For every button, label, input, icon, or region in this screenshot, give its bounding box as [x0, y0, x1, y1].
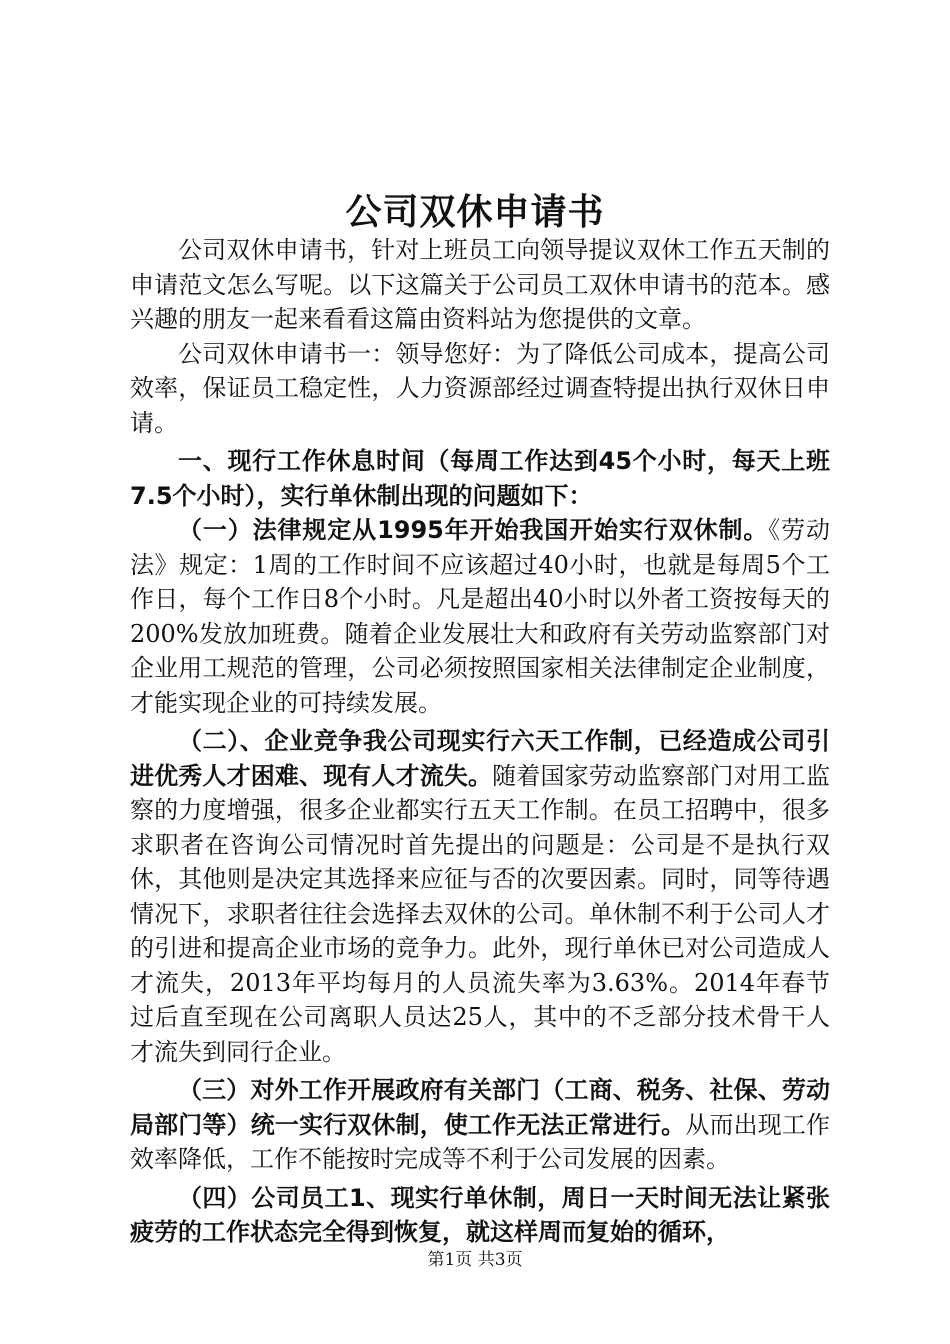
paragraph-text: 公司双休申请书一：领导您好：为了降低公司成本，提高公司效率，保证员工稳定性，人力资源部经过调查特提出执行双休日申请。 [130, 339, 830, 437]
paragraph-employees [130, 1181, 830, 1250]
paragraph-text: 《劳动法》规定：1周的工作时间不应该超过40小时，也就是每周5个工作日，每个工作日8个小时。凡是超出40小时以外者工资按每天的200%发放加班费。随着企业发展壮大和政府有关劳动监察部门对企业用工规范的管理，公司必须按照国家相关法律制定企业制度，才能实现企业的可持续发展。 [130, 516, 831, 717]
section-heading: 一、现行工作休息时间（每周工作达到45个小时，每天上班7.5个小时），实行单休制出现的问题如下： [130, 447, 830, 510]
paragraph-heading: （四）公司员工1、现实行单休制，周日一天时间无法让紧张疲劳的工作状态完全得到恢复，就这样周而复始的循环， [130, 1183, 830, 1246]
document-body [130, 233, 830, 1250]
paragraph-law [130, 513, 830, 720]
paragraph-text: 随着国家劳动监察部门对用工监察的力度增强，很多企业都实行五天工作制。在员工招聘中，很多求职者在咨询公司情况时首先提出的问题是：公司是不是执行双休，其他则是决定其选择来应征与否的次要因素。同时，同等待遇情况下，求职者往往会选择去双休的公司。单休制不利于公司人才的引进和提高企业市场的竞争力。此外，现行单休已对公司造成人才流失，2013年平均每月的人员流失率为3.63%。2014年春节过后直至现在公司离职人员达25人，其中的不乏部分技术骨干人才流失到同行企业。 [130, 761, 831, 1066]
paragraph-heading: （二）、企业竞争我公司现实行六天工作制，已经造成公司引进优秀人才困难、现有人才流失。 [130, 727, 830, 790]
paragraph-intro [130, 233, 830, 337]
section-heading-one [130, 444, 830, 513]
page-footer: 第1页 共3页 [427, 1250, 523, 1270]
paragraph-text: 从而出现工作效率降低，工作不能按时完成等不利于公司发展的因素。 [130, 1110, 831, 1173]
paragraph-competition [130, 724, 830, 1069]
paragraph-external-work [130, 1073, 830, 1177]
paragraph-text: 公司双休申请书，针对上班员工向领导提议双休工作五天制的申请范文怎么写呢。以下这篇关于公司员工双休申请书的范本。感兴趣的朋友一起来看看这篇由资料站为您提供的文章。 [130, 236, 830, 333]
paragraph-application-one [130, 337, 830, 441]
paragraph-heading: （一）法律规定从1995年开始我国开始实行双休制。 [178, 516, 769, 544]
paragraph-heading: （三）对外工作开展政府有关部门（工商、税务、社保、劳动局部门等）统一实行双休制，使工作无法正常进行。 [130, 1076, 830, 1139]
document-title: 公司双休申请书 [345, 192, 605, 233]
